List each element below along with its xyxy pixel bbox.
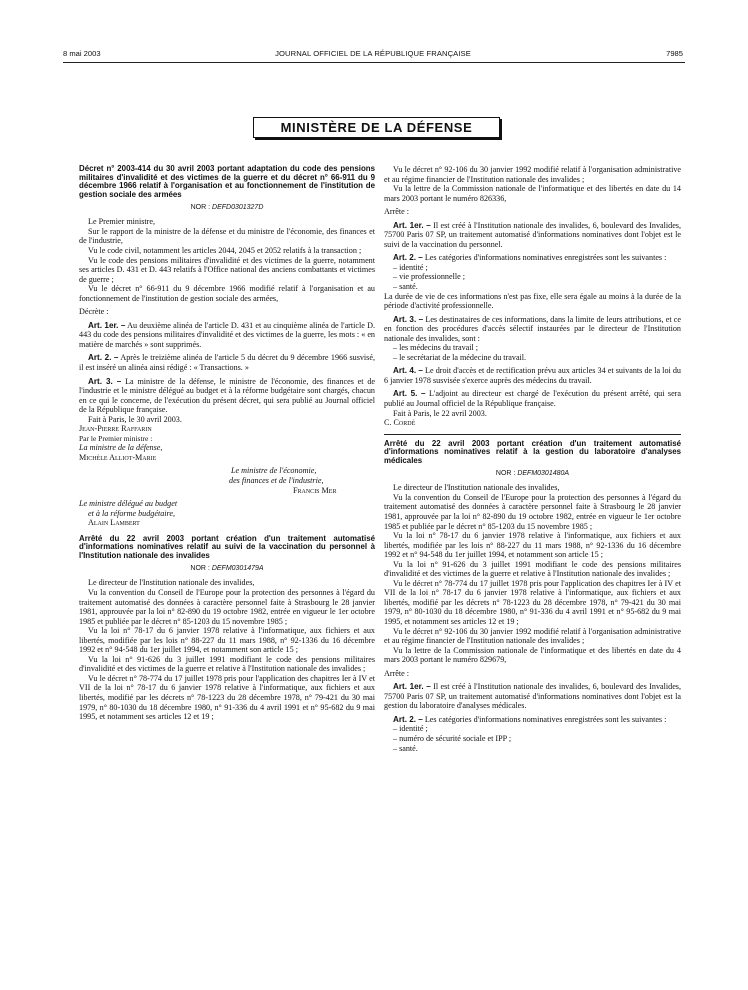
article-label: Art. 2. – [393, 714, 423, 724]
article-label: Art. 1er. – [393, 682, 431, 692]
decree-nor [79, 203, 375, 213]
arrete-nor [79, 564, 375, 574]
paragraph: La durée de vie de ces informations n'est pas fixe, elle sera égale au moins à la durée de la période d'activité professionnelle. [384, 291, 681, 311]
nor-label: NOR : [190, 203, 211, 211]
list-item: – numéro de sécurité sociale et IPP ; [393, 734, 512, 743]
article-label: Art. 5. – [393, 389, 426, 399]
article-label: Art. 4. – [393, 366, 423, 376]
arrete-nor [384, 469, 681, 479]
paragraph: Vu le code civil, notamment les articles 2044, 2045 et 2052 relatifs à la transaction ; [88, 246, 362, 255]
article-text: Il est créé à l'Institution nationale des invalides, 6, boulevard des Invalides, 75700 Paris 07 SP, un traitement automatisé d'informations nominatives dont l'objet est la gestion du laboratoire d'analyses médicales. [384, 682, 681, 711]
article-text: Après le treizième alinéa de l'article 5 du décret du 9 décembre 1966 susvisé, il est inséré un alinéa ainsi rédigé : « Transactions. » [79, 353, 375, 373]
paragraph: Vu le décret n° 92-106 du 30 janvier 1992 modifié relatif à l'organisation administrative et au régime financier de l'Institution nationale des invalides ; [384, 626, 681, 646]
article [79, 377, 375, 415]
paragraph: Vu la lettre de la Commission nationale de l'informatique et des libertés en date du 4 mars 2003 portant le numéro 829679, [384, 645, 681, 665]
list-item: – santé. [393, 282, 418, 292]
article-label: Art. 1er. – [88, 320, 126, 330]
signature-name: C. Cordé [384, 418, 416, 428]
right-column [384, 165, 681, 753]
date-line: Fait à Paris, le 30 avril 2003. [88, 414, 182, 424]
signature-name: Francis Mer [293, 485, 337, 495]
article-label: Art. 2. – [88, 353, 119, 363]
nor-label: NOR : [190, 564, 210, 572]
paragraph: Vu le décret n° 92-106 du 30 janvier 1992 modifié relatif à l'organisation administrative et au régime financier de l'Institution nationale des invalides ; [384, 165, 681, 184]
header-date: 8 mai 2003 [63, 49, 101, 58]
signature-name: Jean-Pierre Raffarin [79, 424, 152, 434]
by-order-line: Par le Premier ministre : [79, 433, 153, 443]
journal-title: JOURNAL OFFICIEL DE LA RÉPUBLIQUE FRANÇAISE [275, 49, 471, 58]
list-item: – santé. [393, 743, 418, 753]
list-item: – les médecins du travail ; [393, 343, 479, 353]
arrete-title: Arrêté du 22 avril 2003 portant création d'un traitement automatisé d'informations nominatives relatif à la gestion du laboratoire d'analyses médicales [384, 438, 681, 466]
article-text: Les catégories d'informations nominatives enregistrées sont les suivantes : [422, 253, 667, 263]
article-text: Les catégories d'informations nominatives enregistrées sont les suivantes : [422, 714, 667, 724]
article-text: Il est créé à l'Institution nationale des invalides, 6, boulevard des Invalides, 75700 Paris 07 SP, un traitement automatisé d'informations nominatives dont l'objet est le suivi de la vaccination du personnel. [384, 220, 681, 249]
nor-code: DEFM0301480A [517, 469, 570, 477]
signature-name: Michèle Alliot-Marie [79, 452, 157, 462]
arrete-title: Arrêté du 22 avril 2003 portant création d'un traitement automatisé d'informations nominatives relatif au suivi de la vaccination du personnel à l'Institution nationale des invalides [79, 533, 375, 561]
signature-name: Alain Lambert [88, 518, 140, 528]
signatory-title: des finances et de l'industrie, [229, 476, 324, 486]
paragraph: Vu la lettre de la Commission nationale de l'informatique et des libertés en date du 14 mars 2003 portant le numéro 826336, [384, 184, 681, 203]
paragraph: Le directeur de l'Institution nationale des invalides, [393, 483, 560, 493]
article-label: Art. 3. – [393, 314, 424, 324]
article-text: Le droit d'accès et de rectification prévu aux articles 34 et suivants de la loi du 6 janvier 1978 susvisée s'exerce auprès des médecins du travail. [384, 366, 681, 385]
paragraph: Le directeur de l'Institution nationale des invalides, [88, 578, 255, 588]
article [384, 389, 681, 408]
paragraph: Vu le décret n° 66-911 du 9 décembre 1966 modifié relatif à l'organisation et au fonctionnement de l'institution de gestion sociale des armées, [79, 284, 375, 303]
page-number: 7985 [666, 49, 683, 58]
article-text: L'adjoint au directeur est chargé de l'exécution du présent arrêté, qui sera publié au Journal officiel de la République française. [384, 389, 681, 409]
article [384, 253, 681, 263]
paragraph: Vu la convention du Conseil de l'Europe pour la protection des personnes à l'égard du traitement automatisé des données à caractère personnel faite à Strasbourg le 28 janvier 1981, approuvée par la loi n° 82-890 du 19 octobre 1982, entrée en vigueur le 1er octobre 1985 et publiée par le décret n° 85-1203 du 15 novembre 1985 ; [79, 587, 375, 626]
list-item: – identité ; [393, 724, 428, 734]
signatory-title: Le ministre délégué au budget [79, 499, 178, 509]
article-text: Les destinataires de ces informations, dans la limite de leurs attributions, et ce en fonction des procédures d'accès sélectif instaurées par le directeur de l'Institution nationale des invalides, sont : [384, 314, 681, 343]
article [79, 321, 375, 350]
paragraph: Vu la convention du Conseil de l'Europe pour la protection des personnes à l'égard du traitement automatisé des données à caractère personnel faite à Strasbourg le 28 janvier 1981, approuvée par la loi n° 82-890 du 19 octobre 1982, entrée en vigueur le 1er octobre 1985 et publiée par le décret n° 85-1203 du 15 novembre 1985 ; [384, 492, 681, 531]
decrete-heading: Décrète : [79, 307, 109, 317]
article-label: Art. 3. – [88, 376, 122, 386]
article [79, 353, 375, 372]
decree-title: Décret n° 2003-414 du 30 avril 2003 portant adaptation du code des pensions militaires d'invalidité et des victimes de la guerre et du décret n° 66-911 du 9 décembre 1966 relatif à l'organisation et au fonctionnement de l'institution de gestion sociale des armées [79, 164, 375, 200]
paragraph: Vu la loi n° 78-17 du 6 janvier 1978 relative à l'informatique, aux fichiers et aux libertés, modifiée par les lois n° 88-227 du 11 mars 1988, n° 92-1336 du 16 décembre 1992 et n° 94-548 du 1er juillet 1994, et notamment son article 15 ; [384, 531, 681, 560]
left-column [79, 165, 375, 722]
list-item: – le secrétariat de la médecine du travail. [393, 352, 527, 362]
running-header [63, 49, 683, 61]
header-rule [63, 62, 685, 63]
list-item: – identité ; [393, 262, 428, 272]
paragraph: Vu le décret n° 78-774 du 17 juillet 1978 pris pour l'application des chapitres Ier à IV et VII de la loi n° 78-17 du 6 janvier 1978 relative à l'informatique, aux fichiers et aux libertés, modifié par les décrets n° 78-1223 du 28 décembre 1978, n° 79-421 du 30 mai 1979, n° 80-1030 du 18 décembre 1980, n° 91-336 du 4 avril 1991 et n° 95-682 du 9 mai 1995, et notamment ses articles 12 et 19 ; [384, 578, 681, 626]
article [384, 315, 681, 344]
ministry-heading: MINISTÈRE DE LA DÉFENSE [253, 117, 500, 138]
paragraph: Vu le décret n° 78-774 du 17 juillet 1978 pris pour l'application des chapitres Ier à IV et VII de la loi n° 78-17 du 6 janvier 1978 relative à l'informatique, aux fichiers et aux libertés, modifié par les décrets n° 78-1223 du 28 décembre 1978, n° 79-421 du 30 mai 1979, n° 80-1030 du 18 décembre 1980, n° 91-336 du 4 avril 1991 et n° 95-682 du 9 mai 1995, et notamment ses articles 12 et 19 ; [79, 673, 375, 722]
signatory-title: La ministre de la défense, [79, 443, 163, 453]
signatory-title: Le ministre de l'économie, [231, 466, 317, 476]
paragraph: Vu la loi n° 91-626 du 3 juillet 1991 modifiant le code des pensions militaires d'invalidité et des victimes de la guerre et relative à l'Institution nationale des invalides ; [384, 559, 681, 579]
signatory-title: et à la réforme budgétaire, [88, 508, 176, 518]
paragraph: Le Premier ministre, [88, 217, 156, 227]
date-line: Fait à Paris, le 22 avril 2003. [393, 408, 487, 418]
article [384, 366, 681, 385]
article-label: Art. 2. – [393, 253, 423, 263]
article-text: Au deuxième alinéa de l'article D. 431 et au cinquième alinéa de l'article D. 443 du code des pensions militaires d'invalidité et des victimes de la guerre, les mots : « en matière de marchés » sont supprimés. [79, 320, 375, 349]
article [384, 221, 681, 250]
arrete-heading: Arrête : [384, 668, 410, 678]
paragraph: Vu la loi n° 91-626 du 3 juillet 1991 modifiant le code des pensions militaires d'invalidité et des victimes de la guerre et relative à l'Institution nationale des invalides ; [79, 654, 375, 674]
article-text: La ministre de la défense, le ministre de l'économie, des finances et de l'industrie et le ministre délégué au budget et à la réforme budgétaire sont chargés, chacun en ce qui le concerne, de l'exécution du présent décret, qui sera publié au Journal officiel de la République française. [79, 376, 375, 415]
nor-label: NOR : [495, 469, 516, 477]
article [384, 682, 681, 711]
arrete-heading: Arrête : [384, 207, 410, 217]
list-item: – vie professionnelle ; [393, 272, 465, 282]
paragraph: Sur le rapport de la ministre de la défense et du ministre de l'économie, des finances et de l'industrie, [79, 226, 375, 246]
paragraph: Vu le code des pensions militaires d'invalidité et des victimes de la guerre, notamment ses articles D. 431 et D. 443 relatifs à l'Office national des anciens combattants et victimes de guerre ; [79, 255, 375, 284]
nor-code: DEFD0301327D [212, 203, 264, 211]
paragraph: Vu la loi n° 78-17 du 6 janvier 1978 relative à l'informatique, aux fichiers et aux libertés, modifiée par les lois n° 88-227 du 11 mars 1988, n° 92-1336 du 16 décembre 1992 et n° 94-548 du 1er juillet 1994, et notamment son article 15 ; [79, 626, 375, 655]
article [384, 715, 681, 725]
nor-code: DEFM0301479A [211, 564, 264, 572]
article-label: Art. 1er. – [393, 220, 431, 230]
section-rule [384, 434, 681, 435]
